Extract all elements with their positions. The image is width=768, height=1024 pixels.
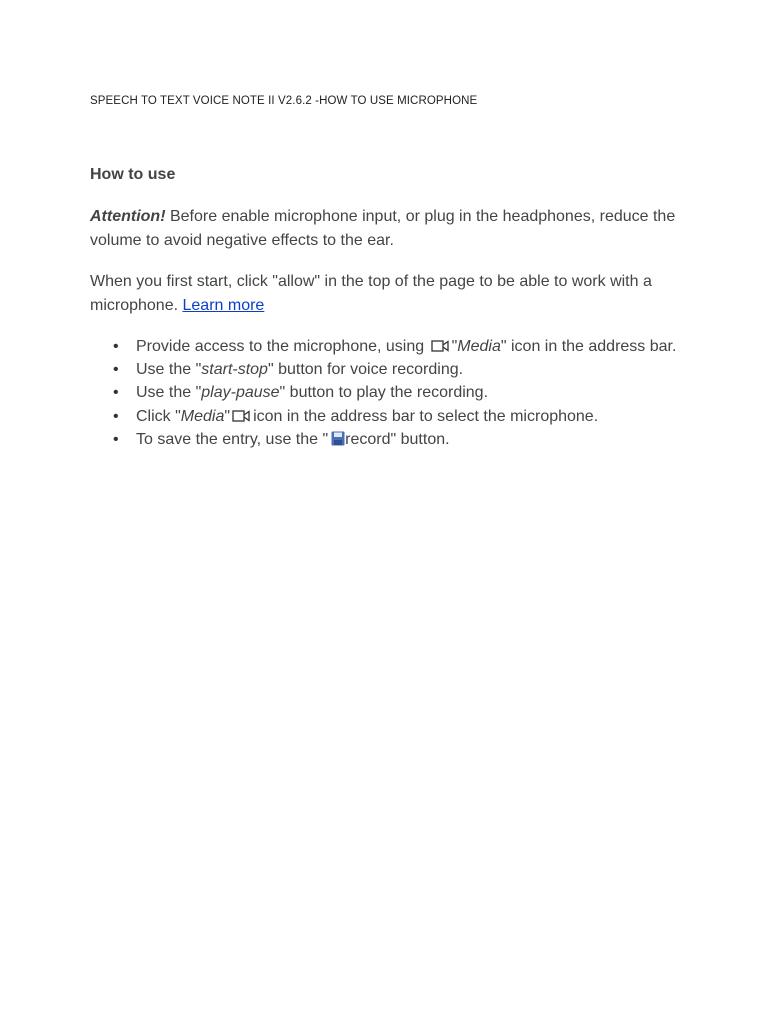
learn-more-link[interactable]: Learn more: [182, 296, 265, 314]
bullet-icon: •: [113, 361, 119, 379]
list-item-text: ": [224, 407, 231, 425]
bullet-icon: •: [113, 384, 119, 402]
camera-media-icon: [232, 409, 250, 423]
list-item-text: Use the ": [136, 384, 202, 402]
list-item-text: Click ": [136, 407, 181, 425]
list-item: [90, 358, 680, 381]
list-item-text: record" button.: [345, 430, 450, 448]
list-item-text: Provide access to the microphone, using: [136, 338, 425, 355]
list-item-text: Use the ": [136, 361, 202, 379]
attention-label: Attention!: [90, 208, 166, 225]
list-item: [90, 405, 680, 428]
list-item-emphasis: Media: [457, 338, 501, 355]
attention-paragraph: [90, 205, 680, 252]
start-paragraph: [90, 270, 680, 317]
camera-media-icon: [431, 339, 449, 353]
start-text: When you first start, click "allow" in the top of the page to be able to work with a microphone.: [90, 273, 652, 314]
list-item-text: ": [451, 338, 458, 355]
attention-text: Before enable microphone input, or plug in the headphones, reduce the volume to avoid negative effects to the ear.: [90, 208, 676, 249]
list-item-text: " button for voice recording.: [267, 361, 464, 379]
list-item-text: To save the entry, use the ": [136, 430, 329, 448]
instruction-list: [90, 335, 680, 451]
list-item: [90, 335, 680, 358]
floppy-save-icon: [331, 431, 345, 446]
list-item-emphasis: start-stop: [201, 361, 268, 379]
section-heading: How to use: [90, 166, 176, 183]
bullet-icon: •: [113, 430, 119, 448]
list-item-text: icon in the address bar to select the microphone.: [253, 407, 599, 425]
list-item-text: " icon in the address bar.: [500, 338, 677, 355]
list-item-emphasis: play-pause: [201, 384, 280, 402]
list-item: [90, 428, 680, 451]
bullet-icon: •: [113, 338, 119, 355]
list-item-text: " button to play the recording.: [279, 384, 489, 402]
bullet-icon: •: [113, 407, 119, 425]
list-item: [90, 381, 680, 404]
document-title: SPEECH TO TEXT VOICE NOTE II V2.6.2 -HOW TO USE MICROPHONE: [90, 95, 478, 107]
list-item-emphasis: Media: [180, 407, 225, 425]
